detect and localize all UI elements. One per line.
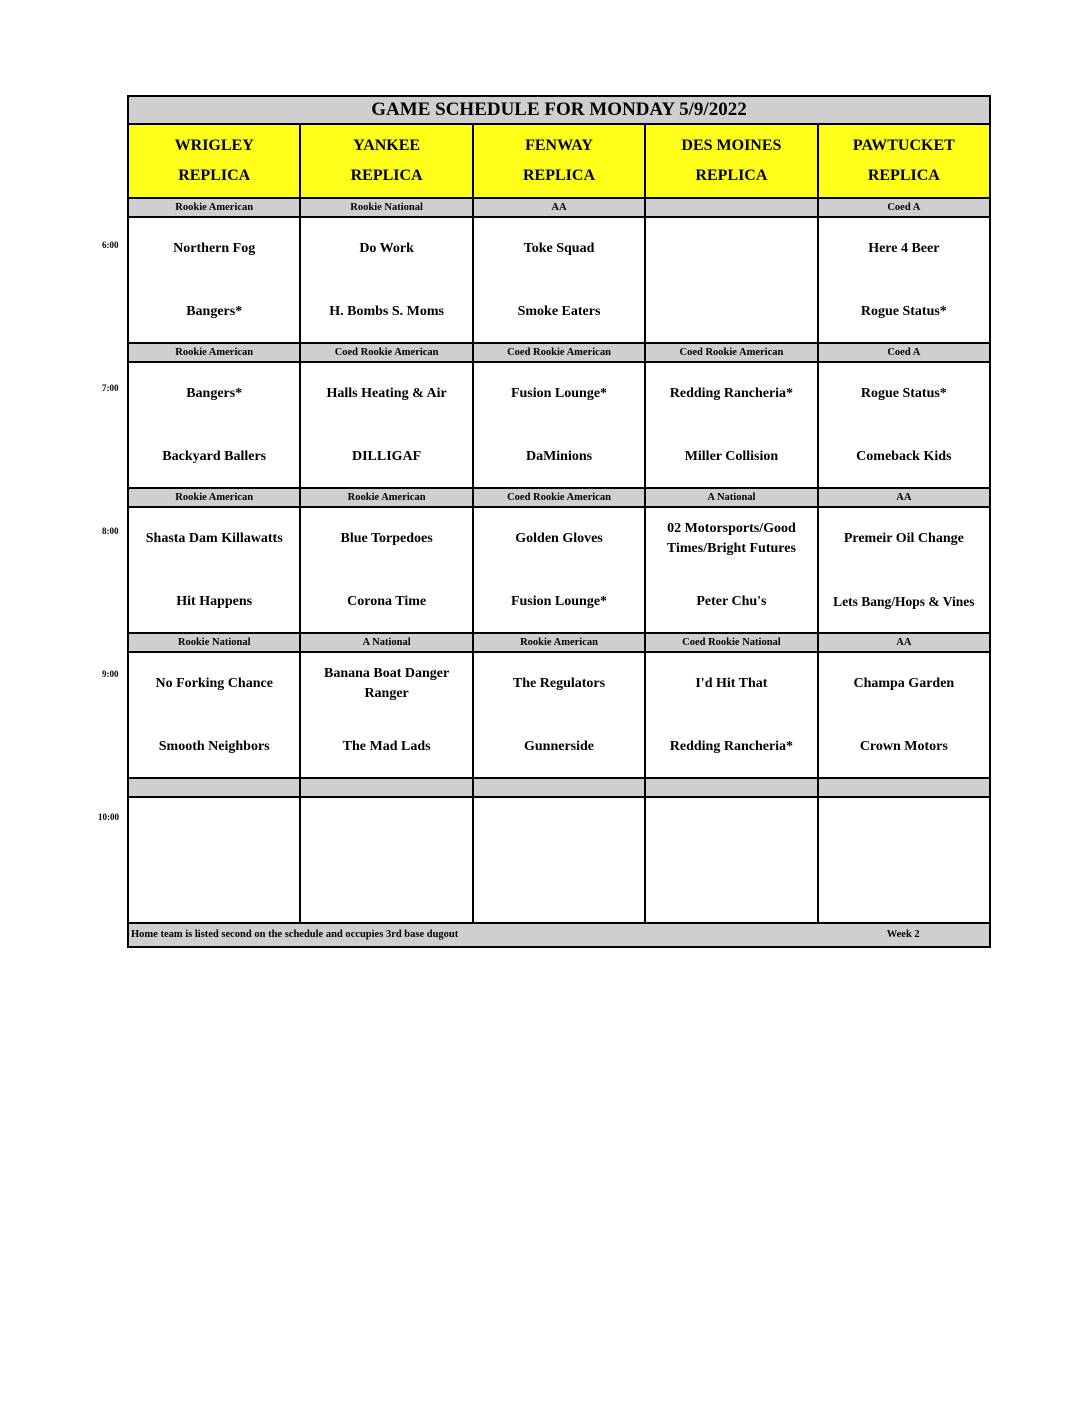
game-row-9 [129, 653, 989, 779]
home-team: Fusion Lounge* [510, 594, 608, 609]
field-type: REPLICA [867, 167, 940, 184]
schedule-footer [129, 924, 989, 946]
home-team: Lets Bang/Hops & Vines [833, 594, 975, 609]
home-team: Rogue Status* [860, 304, 947, 319]
away-team: Bangers* [186, 386, 243, 401]
home-team: Bangers* [186, 304, 243, 319]
home-team: Backyard Ballers [162, 449, 267, 464]
home-team: Peter Chu's [696, 594, 767, 609]
game-cell [129, 508, 301, 632]
division-label: Coed Rookie American [474, 489, 646, 506]
division-label: Rookie American [129, 344, 301, 361]
game-cell [474, 363, 646, 487]
time-label-9: 9:00 [102, 669, 119, 679]
home-team: Smoke Eaters [517, 304, 601, 319]
field-type: REPLICA [178, 167, 251, 184]
away-team: Banana Boat Danger Ranger [323, 666, 450, 701]
field-header-des-moines [646, 125, 818, 197]
home-team: Redding Rancheria* [669, 739, 794, 754]
away-team: 02 Motorsports/Good Times/Bright Futures [666, 521, 796, 556]
game-cell [646, 653, 818, 777]
division-label: AA [819, 489, 989, 506]
away-team: Champa Garden [853, 676, 955, 691]
away-team: Shasta Dam Killawatts [145, 531, 283, 546]
game-cell [646, 798, 818, 922]
division-label: Rookie American [474, 634, 646, 651]
division-label: AA [474, 199, 646, 216]
game-cell [474, 653, 646, 777]
field-type: REPLICA [350, 167, 423, 184]
time-label-7: 7:00 [102, 383, 119, 393]
home-team: DaMinions [525, 449, 593, 464]
away-team: Rogue Status* [860, 386, 947, 401]
home-team: Miller Collision [684, 449, 779, 464]
schedule-sheet [127, 95, 991, 948]
away-team: No Forking Chance [155, 676, 273, 691]
division-label: Coed A [819, 199, 989, 216]
division-label: A National [646, 489, 818, 506]
game-cell [301, 218, 473, 342]
week-label: Week 2 [886, 929, 920, 940]
field-header-yankee [301, 125, 473, 197]
division-label: AA [819, 634, 989, 651]
home-team: Gunnerside [524, 739, 595, 754]
away-team: Premeir Oil Change [843, 531, 964, 546]
away-team: The Regulators [512, 676, 606, 691]
game-cell [646, 218, 818, 342]
division-label: Coed Rookie American [646, 344, 818, 361]
home-team: Smooth Neighbors [158, 739, 270, 754]
field-header-wrigley [129, 125, 301, 197]
division-label: Coed Rookie American [301, 344, 473, 361]
away-team: Northern Fog [173, 241, 256, 256]
game-cell [819, 363, 989, 487]
field-type: REPLICA [695, 167, 768, 184]
game-cell [474, 218, 646, 342]
away-team: Toke Squad [523, 241, 595, 256]
division-label [646, 199, 818, 216]
game-cell [819, 798, 989, 922]
game-cell [129, 653, 301, 777]
division-label [646, 779, 818, 796]
division-label: Coed A [819, 344, 989, 361]
game-cell [129, 363, 301, 487]
game-cell [301, 653, 473, 777]
division-label [129, 779, 301, 796]
schedule-title: GAME SCHEDULE FOR MONDAY 5/9/2022 [129, 97, 989, 125]
game-cell [301, 508, 473, 632]
division-row-10 [129, 779, 989, 798]
time-label-6: 6:00 [102, 240, 119, 250]
division-row-8 [129, 489, 989, 508]
away-team: Fusion Lounge* [510, 386, 608, 401]
home-team: DILLIGAF [351, 449, 422, 464]
away-team: Here 4 Beer [868, 241, 940, 256]
game-cell [819, 653, 989, 777]
away-team: Blue Torpedoes [340, 531, 433, 546]
game-cell [819, 218, 989, 342]
game-row-6 [129, 218, 989, 344]
division-label: A National [301, 634, 473, 651]
division-label: Rookie American [301, 489, 473, 506]
game-row-8 [129, 508, 989, 634]
division-label: Rookie National [129, 634, 301, 651]
field-type: REPLICA [523, 167, 596, 184]
game-cell [819, 508, 989, 632]
field-header-pawtucket [819, 125, 989, 197]
game-cell [646, 508, 818, 632]
home-team: The Mad Lads [342, 739, 431, 754]
time-label-8: 8:00 [102, 526, 119, 536]
division-label [301, 779, 473, 796]
game-cell [301, 798, 473, 922]
away-team: I'd Hit That [695, 676, 768, 691]
home-team: H. Bombs S. Moms [329, 304, 444, 319]
game-cell [474, 798, 646, 922]
game-cell [129, 218, 301, 342]
field-header-row [129, 125, 989, 199]
home-team: Corona Time [347, 594, 427, 609]
away-team: Redding Rancheria* [669, 386, 794, 401]
field-name: DES MOINES [681, 137, 782, 154]
field-name: YANKEE [353, 137, 421, 154]
division-label: Rookie American [129, 199, 301, 216]
game-cell [646, 363, 818, 487]
field-name: WRIGLEY [174, 137, 254, 154]
away-team: Halls Heating & Air [326, 386, 447, 401]
field-name: FENWAY [525, 137, 593, 154]
home-team: Crown Motors [859, 739, 948, 754]
division-row-7 [129, 344, 989, 363]
away-team: Do Work [359, 241, 414, 256]
game-row-10 [129, 798, 989, 924]
division-row-9 [129, 634, 989, 653]
game-cell [129, 798, 301, 922]
home-team-note: Home team is listed second on the schedule and occupies 3rd base dugout [131, 929, 459, 940]
home-team: Comeback Kids [856, 449, 952, 464]
time-label-10: 10:00 [98, 812, 119, 822]
division-label: Coed Rookie American [474, 344, 646, 361]
division-label [819, 779, 989, 796]
field-name: PAWTUCKET [852, 137, 955, 154]
division-row-6 [129, 199, 989, 218]
division-label: Rookie American [129, 489, 301, 506]
division-label [474, 779, 646, 796]
game-cell [474, 508, 646, 632]
field-header-fenway [474, 125, 646, 197]
division-label: Rookie National [301, 199, 473, 216]
home-team: Hit Happens [176, 594, 253, 609]
division-label: Coed Rookie National [646, 634, 818, 651]
away-team: Golden Gloves [515, 531, 603, 546]
game-cell [301, 363, 473, 487]
game-row-7 [129, 363, 989, 489]
